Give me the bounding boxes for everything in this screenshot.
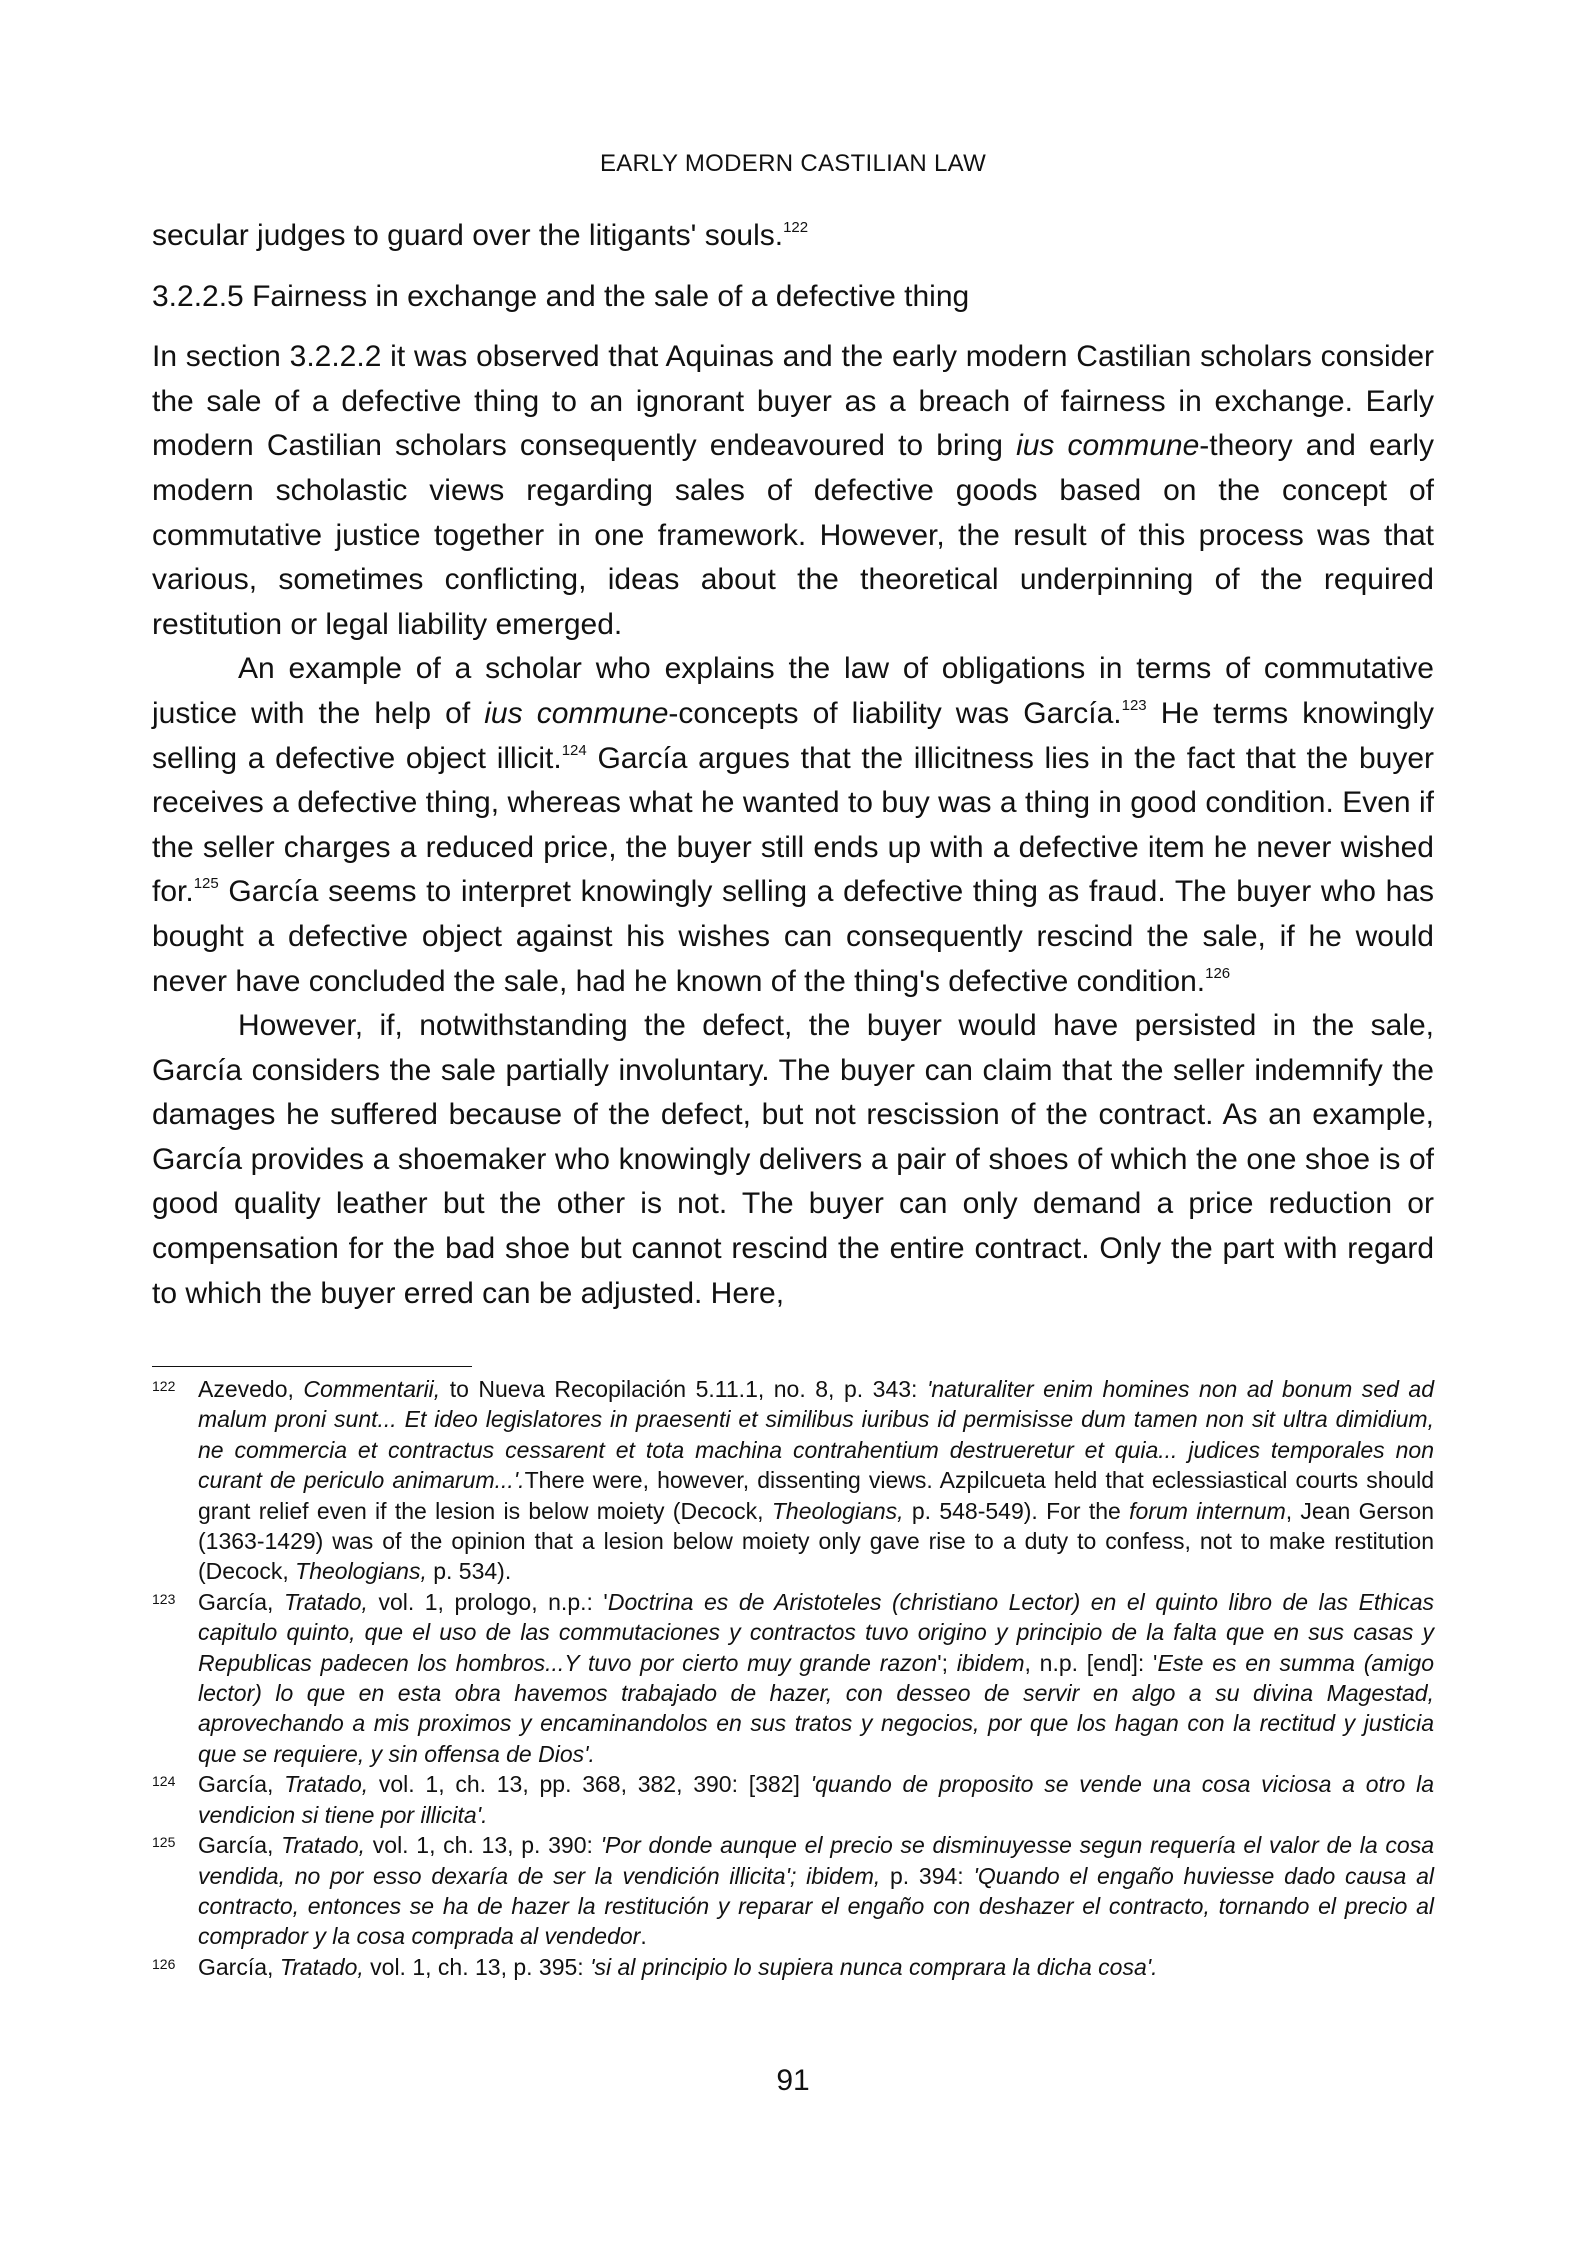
- footnotes: [152, 1374, 1434, 1982]
- footnote-122: 122 Azevedo, Commentarii, to Nueva Recopilación 5.11.1, no. 8, p. 343: 'naturaliter enim homines non ad bonum sed ad malum proni sunt... Et ideo legislatores in praesenti et similibus iuribus id permisisse dum tamen non sit ultra dimidium, ne commercia et contractus cessarent et tota machina contrahentium destrueretur et quia... judices temporales non curant de periculo animarum...'.There were, however, dissenting views. Azpilcueta held that eclessiastical courts should grant relief even if the lesion is below moiety (Decock, Theologians, p. 548-549). For the forum internum, Jean Gerson (1363-1429) was of the opinion that a lesion below moiety only gave rise to a duty to confess, not to make restitution (Decock, Theologians, p. 534).: [152, 1376, 1435, 1585]
- footnote-number: 124: [152, 1773, 176, 1790]
- footnote-ref-123[interactable]: 123: [1121, 696, 1147, 714]
- footnote-ref-124[interactable]: 124: [561, 741, 587, 759]
- footnote-ref-122[interactable]: 122: [783, 219, 809, 236]
- footnote-125: 125 García, Tratado, vol. 1, ch. 13, p. 390: 'Por donde aunque el precio se disminuyesse segun requería el valor de la cosa vendida, no por esso dexaría de ser la vendición illicita'; ibidem, p. 394: 'Quando el engaño huviesse dado causa al contracto, entonces se ha de hazer la restitución y reparar el engaño con deshazer el contracto, tornando el precio al comprador y la cosa comprada al vendedor.: [152, 1832, 1434, 1950]
- main-text: [152, 214, 1434, 1316]
- footnote-ref-125[interactable]: 125: [193, 875, 219, 893]
- running-head: EARLY MODERN CASTILIAN LAW: [599, 150, 987, 177]
- footnote-separator: [152, 1366, 472, 1367]
- footnote-number: 123: [152, 1590, 176, 1607]
- footnote-number: 126: [152, 1955, 176, 1972]
- document-page: [152, 0, 1434, 2250]
- footnote-123: 123 García, Tratado, vol. 1, prologo, n.p.: 'Doctrina es de Aristoteles (christiano Lector) en el quinto libro de las Ethicas capitulo quinto, que el uso de las commutaciones y contractos tuvo origino y principio de la falta que en sus casas y Republicas padecen los hombros...Y tuvo por cierto muy grande razon'; ibidem, n.p. [end]: 'Este es en summa (amigo lector) lo que en esta obra havemos trabajado de hazer, con desseo de servir en algo a su divina Magestad, aprovechando a mis proximos y encaminandolos en sus tratos y negocios, por que los hagan con la rectitud y justicia que se requiere, y sin offensa de Dios'.: [152, 1588, 1434, 1767]
- paragraph-1: In section 3.2.2.2 it was observed that Aquinas and the early modern Castilian scholars consider the sale of a defective thing to an ignorant buyer as a breach of fairness in exchange. Early modern Castilian scholars consequently endeavoured to bring ius commune-theory and early modern scholastic views regarding sales of defective goods based on the concept of commutative justice together in one framework. However, the result of this process was that various, sometimes conflicting, ideas about the theoretical underpinning of the required restitution or legal liability emerged.: [152, 340, 1434, 641]
- paragraph-3: However, if, notwithstanding the defect, the buyer would have persisted in the sale, García considers the sale partially involuntary. The buyer can claim that the seller indemnify the damages he suffered because of the defect, but not rescission of the contract. As an example, García provides a shoemaker who knowingly delivers a pair of shoes of which the one shoe is of good quality leather but the other is not. The buyer can only demand a price reduction or compensation for the bad shoe but cannot rescind the entire contract. Only the part with regard to which the buyer erred can be adjusted. Here,: [152, 1009, 1434, 1310]
- page-number: 91: [776, 2064, 810, 2097]
- footnote-126: 126 García, Tratado, vol. 1, ch. 13, p. 395: 'si al principio lo supiera nunca comprara la dicha cosa'.: [152, 1953, 1158, 1980]
- paragraph-2: An example of a scholar who explains the law of obligations in terms of commutative justice with the help of ius commune-concepts of liability was García.$^{123}$ He terms knowingly selling a defective object illicit.$^{124}$ García argues that the illicitness lies in the fact that the buyer receives a defective thing, whereas what he wanted to buy was a thing in good condition. Even if the seller charges a reduced price, the buyer still ends up with a defective item he never wished for.$^{125}$ García seems to interpret knowingly selling a defective thing as fraud. The buyer who has bought a defective object against his wishes can consequently rescind the sale, if he would never have concluded the sale, had he known of the thing's defective condition.$^{126}$: [152, 652, 1434, 998]
- footnote-124: 124 García, Tratado, vol. 1, ch. 13, pp. 368, 382, 390: [382] 'quando de proposito se vende una cosa viciosa a otro la vendicion si tiene por illicita'.: [152, 1771, 1434, 1828]
- section-heading: 3.2.2.5 Fairness in exchange and the sale of a defective thing: [152, 279, 970, 313]
- footnote-number: 122: [152, 1378, 176, 1394]
- intro-line: secular judges to guard over the litigants' souls.$^{122}$: [152, 219, 809, 252]
- footnote-ref-126[interactable]: 126: [1205, 964, 1231, 982]
- footnote-number: 125: [152, 1834, 176, 1851]
